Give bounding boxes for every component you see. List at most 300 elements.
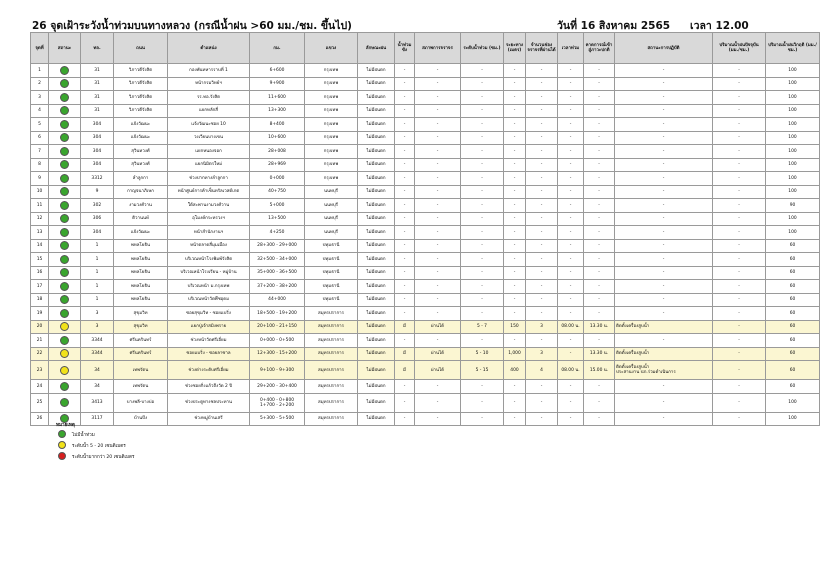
table-row [31, 172, 820, 186]
loc-cell: บริเวณหน้าวัดพืชอุดม [168, 293, 250, 307]
level-cell: 5 - 15 [461, 361, 504, 380]
crit-cell: 100 [766, 118, 820, 132]
cur-cell: - [713, 77, 766, 91]
loc-cell: ช่วงต่างระดับศรีเอี่ยม [168, 361, 250, 380]
crit-cell: 100 [766, 104, 820, 118]
op-cell: - [615, 334, 713, 348]
crit-cell: 90 [766, 199, 820, 213]
lanes-cell: - [526, 145, 558, 159]
dist-cell: สมุทรปราการ [305, 380, 358, 394]
level-cell: - [461, 280, 504, 294]
km-cell: 28+008 [250, 145, 305, 159]
cur-cell: - [713, 172, 766, 186]
table-row [31, 307, 820, 321]
status-cell [49, 393, 81, 412]
flood-cell: - [395, 158, 415, 172]
rain-cell: ไม่มีฝนตก [358, 320, 395, 334]
crit-cell: 100 [766, 158, 820, 172]
no-cell: 9 [31, 172, 49, 186]
cur-cell: - [713, 334, 766, 348]
no-cell: 26 [31, 412, 49, 426]
no-cell: 25 [31, 393, 49, 412]
status-cell [49, 334, 81, 348]
cur-cell: - [713, 253, 766, 267]
loc-cell: ซอยแบริ่ง - ซอยลาซาล [168, 347, 250, 361]
column-header: สถานะ [49, 33, 81, 64]
normal-cell: - [584, 212, 615, 226]
ftime-cell: - [558, 347, 584, 361]
rain-cell: ไม่มีฝนตก [358, 347, 395, 361]
loc-cell: หน้าตลาดสี่มุมเมือง [168, 239, 250, 253]
no-cell: 14 [31, 239, 49, 253]
status-cell [49, 172, 81, 186]
flood-cell: - [395, 266, 415, 280]
rain-cell: ไม่มีฝนตก [358, 199, 395, 213]
no-cell: 15 [31, 253, 49, 267]
lanes-cell: - [526, 131, 558, 145]
column-header: แขวง [305, 33, 358, 64]
no-cell: 23 [31, 361, 49, 380]
traffic-cell: - [415, 393, 461, 412]
dist-cell: สมุทรปราการ [305, 334, 358, 348]
level-cell: - [461, 226, 504, 240]
yellow-status-icon [60, 349, 69, 358]
km-cell: 12+300 - 15+200 [250, 347, 305, 361]
road-cell: พหลโยธิน [114, 266, 168, 280]
len-cell: - [504, 131, 526, 145]
rain-cell: ไม่มีฝนตก [358, 77, 395, 91]
len-cell: - [504, 172, 526, 186]
no-cell: 21 [31, 334, 49, 348]
km-cell: 29+200 - 30+400 [250, 380, 305, 394]
dist-cell: นนทบุรี [305, 226, 358, 240]
no-cell: 12 [31, 212, 49, 226]
status-cell [49, 77, 81, 91]
level-cell: - [461, 118, 504, 132]
traffic-cell: - [415, 199, 461, 213]
no-cell: 10 [31, 185, 49, 199]
flood-cell: - [395, 172, 415, 186]
legend-label: ระดับน้ำ 5 - 20 เซนติเมตร [72, 444, 126, 449]
column-header: เวลาท่วม [558, 33, 584, 64]
dist-cell: กรุงเทพ [305, 172, 358, 186]
level-cell: - [461, 145, 504, 159]
no-cell: 13 [31, 226, 49, 240]
road-cell: พหลโยธิน [114, 293, 168, 307]
op-cell: - [615, 266, 713, 280]
column-header: จำนวนช่องจราจรที่ผ่านได้ [526, 33, 558, 64]
level-cell: - [461, 199, 504, 213]
report-header [32, 17, 756, 33]
status-cell [49, 185, 81, 199]
dist-cell: กรุงเทพ [305, 145, 358, 159]
road-cell: ศรีนครินทร์ [114, 334, 168, 348]
green-status-icon [60, 147, 69, 156]
dist-cell: กรุงเทพ [305, 91, 358, 105]
len-cell: - [504, 280, 526, 294]
cur-cell: - [713, 307, 766, 321]
cur-cell: - [713, 412, 766, 426]
column-header: ทล. [81, 33, 114, 64]
cur-cell: - [713, 118, 766, 132]
op-cell: - [615, 64, 713, 78]
ftime-cell: - [558, 412, 584, 426]
column-header: ถนน [114, 33, 168, 64]
legend-label: ระดับน้ำมากกว่า 20 เซนติเมตร [72, 455, 135, 460]
road-cell: วิภาวดีรังสิต [114, 77, 168, 91]
km-cell: 5+300 - 5+500 [250, 412, 305, 426]
km-cell: 4+250 [250, 226, 305, 240]
rain-cell: ไม่มีฝนตก [358, 185, 395, 199]
op-cell: ติดตั้งเครื่องสูบน้ำ [615, 320, 713, 334]
len-cell: - [504, 293, 526, 307]
route-cell: 31 [81, 64, 114, 78]
normal-cell: - [584, 64, 615, 78]
loc-cell: หน้าสำนักงานฯ [168, 226, 250, 240]
yellow-status-icon [60, 322, 69, 331]
cur-cell: - [713, 280, 766, 294]
column-header: ระยะทาง (เมตร) [504, 33, 526, 64]
op-cell: - [615, 280, 713, 294]
normal-cell: - [584, 145, 615, 159]
ftime-cell: - [558, 239, 584, 253]
table-row [31, 145, 820, 159]
road-cell: บางพลี-บางบ่อ [114, 393, 168, 412]
table-row [31, 361, 820, 380]
len-cell: - [504, 380, 526, 394]
normal-cell: - [584, 131, 615, 145]
column-header: สภาพการจราจร [415, 33, 461, 64]
column-header: ตำแหน่ง [168, 33, 250, 64]
green-status-icon [60, 228, 69, 237]
route-cell: 3344 [81, 334, 114, 348]
level-cell: - [461, 293, 504, 307]
traffic-cell: - [415, 185, 461, 199]
rain-cell: ไม่มีฝนตก [358, 266, 395, 280]
cur-cell: - [713, 361, 766, 380]
normal-cell: - [584, 307, 615, 321]
green-status-icon [60, 79, 69, 88]
no-cell: 3 [31, 91, 49, 105]
column-header: คาดการณ์เข้าสู่ภาวะปกติ [584, 33, 615, 64]
no-cell: 6 [31, 131, 49, 145]
status-cell [49, 118, 81, 132]
level-cell: - [461, 77, 504, 91]
flood-cell: - [395, 253, 415, 267]
no-cell: 1 [31, 64, 49, 78]
km-cell: 13+300 [250, 104, 305, 118]
lanes-cell: 4 [526, 361, 558, 380]
lanes-cell: - [526, 266, 558, 280]
route-cell: 3117 [81, 412, 114, 426]
op-cell: - [615, 104, 713, 118]
ftime-cell: - [558, 293, 584, 307]
len-cell: - [504, 104, 526, 118]
crit-cell: 100 [766, 77, 820, 91]
km-cell: 10+600 [250, 131, 305, 145]
road-cell: กาญจนาภิเษก [114, 185, 168, 199]
km-cell: 0+000 [250, 172, 305, 186]
len-cell: - [504, 77, 526, 91]
report-date: วันที่ 16 สิงหาคม 2565 [557, 20, 671, 32]
status-cell [49, 212, 81, 226]
level-cell: - [461, 185, 504, 199]
road-cell: แจ้งวัฒนะ [114, 226, 168, 240]
no-cell: 11 [31, 199, 49, 213]
route-cell: 1 [81, 280, 114, 294]
table-row [31, 253, 820, 267]
route-cell: 3 [81, 307, 114, 321]
lanes-cell: - [526, 293, 558, 307]
route-cell: 3312 [81, 172, 114, 186]
dist-cell: สมุทรปราการ [305, 320, 358, 334]
dist-cell: นนทบุรี [305, 199, 358, 213]
rain-cell: ไม่มีฝนตก [358, 280, 395, 294]
road-cell: วิภาวดีรังสิต [114, 91, 168, 105]
status-cell [49, 280, 81, 294]
dist-cell: กรุงเทพ [305, 64, 358, 78]
traffic-cell: - [415, 280, 461, 294]
flood-cell: - [395, 334, 415, 348]
level-cell: - [461, 380, 504, 394]
rain-cell: ไม่มีฝนตก [358, 253, 395, 267]
km-cell: 37+200 - 38+200 [250, 280, 305, 294]
op-cell: - [615, 131, 713, 145]
dist-cell: ปทุมธานี [305, 280, 358, 294]
legend-title: หมายเหตุ [56, 423, 75, 428]
flood-cell: - [395, 280, 415, 294]
legend-item-green [58, 430, 198, 440]
normal-cell: 13.30 น. [584, 347, 615, 361]
lanes-cell: - [526, 280, 558, 294]
cur-cell: - [713, 266, 766, 280]
red-status-icon [58, 452, 66, 460]
green-status-icon [60, 174, 69, 183]
road-cell: สุขุมวิท [114, 320, 168, 334]
ftime-cell: - [558, 226, 584, 240]
green-status-icon [60, 382, 69, 391]
loc-cell: รร.ทอ.รังสิต [168, 91, 250, 105]
route-cell: 31 [81, 91, 114, 105]
crit-cell: 100 [766, 185, 820, 199]
normal-cell: 15.00 น. [584, 361, 615, 380]
route-cell: 34 [81, 380, 114, 394]
lanes-cell: - [526, 185, 558, 199]
loc-cell: ใต้สะพานงามวงศ์วาน [168, 199, 250, 213]
status-cell [49, 307, 81, 321]
rain-cell: ไม่มีฝนตก [358, 393, 395, 412]
route-cell: 304 [81, 118, 114, 132]
flood-cell: - [395, 131, 415, 145]
green-status-icon [60, 120, 69, 129]
dist-cell: กรุงเทพ [305, 131, 358, 145]
road-cell: สุขุมวิท [114, 307, 168, 321]
level-cell: - [461, 158, 504, 172]
lanes-cell: 3 [526, 320, 558, 334]
level-cell: - [461, 91, 504, 105]
lanes-cell: - [526, 118, 558, 132]
rain-cell: ไม่มีฝนตก [358, 226, 395, 240]
lanes-cell: - [526, 412, 558, 426]
op-line: ประสานงาน ปภ.ร่วมดำเนินการ [616, 370, 676, 375]
crit-cell: 60 [766, 361, 820, 380]
traffic-cell: - [415, 334, 461, 348]
column-header: น้ำท่วมขัง [395, 33, 415, 64]
traffic-cell: - [415, 104, 461, 118]
crit-cell: 60 [766, 293, 820, 307]
route-cell: 1 [81, 293, 114, 307]
flood-cell: - [395, 77, 415, 91]
cur-cell: - [713, 393, 766, 412]
no-cell: 18 [31, 293, 49, 307]
km-cell: 18+500 - 19+200 [250, 307, 305, 321]
loc-cell: ซอยสุขุมวิท - ซอยแบริ่ง [168, 307, 250, 321]
lanes-cell: - [526, 212, 558, 226]
km-cell: 5+000 [250, 199, 305, 213]
rain-cell: ไม่มีฝนตก [358, 307, 395, 321]
km-cell: 6+600 [250, 64, 305, 78]
flood-cell: - [395, 104, 415, 118]
normal-cell: - [584, 253, 615, 267]
table-row [31, 64, 820, 78]
normal-cell: - [584, 412, 615, 426]
route-cell: 304 [81, 145, 114, 159]
road-cell: วิภาวดีรังสิต [114, 104, 168, 118]
cur-cell: - [713, 158, 766, 172]
lanes-cell: - [526, 77, 558, 91]
len-cell: - [504, 212, 526, 226]
len-cell: - [504, 199, 526, 213]
green-status-icon [60, 398, 69, 407]
green-status-icon [60, 255, 69, 264]
table-row [31, 293, 820, 307]
rain-cell: ไม่มีฝนตก [358, 239, 395, 253]
traffic-cell: - [415, 266, 461, 280]
traffic-cell: - [415, 77, 461, 91]
ftime-cell: - [558, 158, 584, 172]
lanes-cell: - [526, 64, 558, 78]
green-status-icon [60, 282, 69, 291]
route-cell: 306 [81, 212, 114, 226]
level-cell: - [461, 334, 504, 348]
rain-cell: ไม่มีฝนตก [358, 91, 395, 105]
yellow-status-icon [58, 441, 66, 449]
op-cell: - [615, 212, 713, 226]
level-cell: - [461, 412, 504, 426]
route-cell: 3 [81, 320, 114, 334]
dist-cell: กรุงเทพ [305, 158, 358, 172]
table-row [31, 380, 820, 394]
dist-cell: สมุทรปราการ [305, 347, 358, 361]
traffic-cell: - [415, 172, 461, 186]
rain-cell: ไม่มีฝนตก [358, 145, 395, 159]
crit-cell: 60 [766, 347, 820, 361]
normal-cell: - [584, 118, 615, 132]
flood-cell: - [395, 239, 415, 253]
op-cell: - [615, 185, 713, 199]
ftime-cell: - [558, 91, 584, 105]
traffic-cell: - [415, 131, 461, 145]
status-cell [49, 104, 81, 118]
normal-cell: - [584, 158, 615, 172]
cur-cell: - [713, 380, 766, 394]
traffic-cell: - [415, 380, 461, 394]
dist-cell: กรุงเทพ [305, 77, 358, 91]
km-cell: 35+000 - 36+500 [250, 266, 305, 280]
status-cell [49, 293, 81, 307]
loc-cell: บริเวณหน้า ม.กรุงเทพ [168, 280, 250, 294]
table-row [31, 131, 820, 145]
loc-cell: บริเวณหน้าโรงเรียน - หมู่บ้าน [168, 266, 250, 280]
dist-cell: ปทุมธานี [305, 253, 358, 267]
ftime-cell: - [558, 199, 584, 213]
lanes-cell: - [526, 91, 558, 105]
route-cell: 302 [81, 199, 114, 213]
rain-cell: ไม่มีฝนตก [358, 293, 395, 307]
lanes-cell: - [526, 158, 558, 172]
level-cell: - [461, 266, 504, 280]
len-cell: - [504, 307, 526, 321]
table-row [31, 91, 820, 105]
len-cell: - [504, 239, 526, 253]
traffic-cell: - [415, 64, 461, 78]
status-cell [49, 361, 81, 380]
op-cell: - [615, 412, 713, 426]
dist-cell: สมุทรปราการ [305, 393, 358, 412]
dist-cell: ปทุมธานี [305, 239, 358, 253]
crit-cell: 60 [766, 266, 820, 280]
rain-cell: ไม่มีฝนตก [358, 131, 395, 145]
len-cell: 1,000 [504, 347, 526, 361]
km-cell: 0+000 - 0+500 [250, 334, 305, 348]
len-cell: - [504, 412, 526, 426]
flood-cell: - [395, 307, 415, 321]
crit-cell: 100 [766, 172, 820, 186]
cur-cell: - [713, 131, 766, 145]
traffic-cell: - [415, 239, 461, 253]
status-cell [49, 347, 81, 361]
column-header: สถานะการปฏิบัติ [615, 33, 713, 64]
table-row [31, 334, 820, 348]
len-cell: 150 [504, 320, 526, 334]
op-cell: - [615, 77, 713, 91]
flood-cell: - [395, 293, 415, 307]
crit-cell: 60 [766, 280, 820, 294]
status-cell [49, 199, 81, 213]
op-cell: - [615, 226, 713, 240]
flood-cell: - [395, 412, 415, 426]
table-row [31, 393, 820, 412]
km-cell: 20+100 - 21+150 [250, 320, 305, 334]
cur-cell: - [713, 145, 766, 159]
op-cell: - [615, 118, 713, 132]
op-cell: - [615, 239, 713, 253]
dist-cell: สมุทรปราการ [305, 361, 358, 380]
status-cell [49, 64, 81, 78]
table-body [31, 64, 820, 426]
route-cell: 9 [81, 185, 114, 199]
len-cell: - [504, 266, 526, 280]
op-cell: - [615, 380, 713, 394]
op-cell: - [615, 158, 713, 172]
normal-cell: - [584, 393, 615, 412]
flood-cell: - [395, 118, 415, 132]
ftime-cell: - [558, 145, 584, 159]
crit-cell: 100 [766, 145, 820, 159]
column-header: ปริมาณน้ำฝนวิกฤติ (มม./ชม.) [766, 33, 820, 64]
no-cell: 19 [31, 307, 49, 321]
crit-cell: 60 [766, 380, 820, 394]
